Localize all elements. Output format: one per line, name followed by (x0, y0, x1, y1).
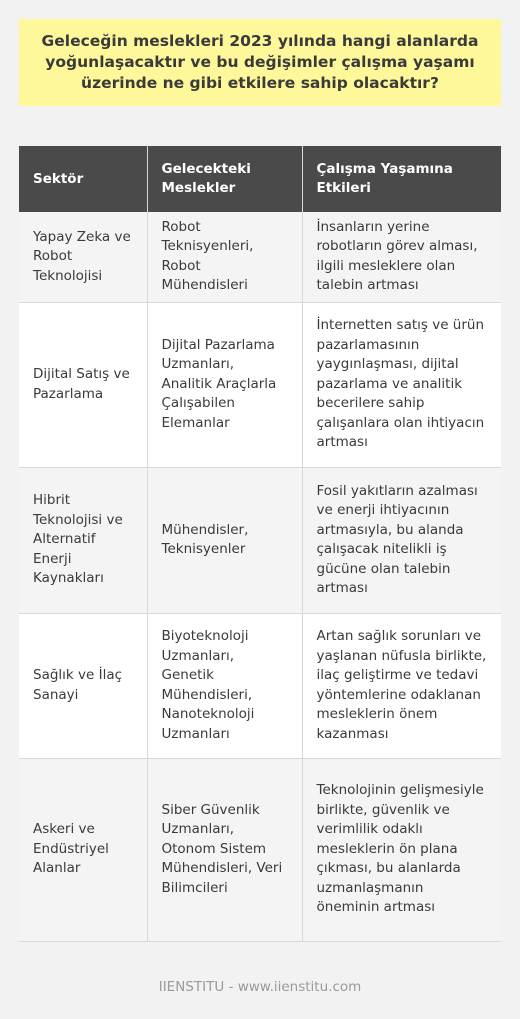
cell-jobs: Siber Güvenlik Uzmanları, Otonom Sistem Mühendisleri, Veri Bilimcileri (147, 758, 302, 941)
cell-sector: Dijital Satış ve Pazarlama (19, 302, 147, 467)
cell-sector: Yapay Zeka ve Robot Teknolojisi (19, 212, 147, 302)
cell-jobs: Dijital Pazarlama Uzmanları, Analitik Araçlarla Çalışabilen Elemanlar (147, 302, 302, 467)
cell-effects: Artan sağlık sorunları ve yaşlanan nüfusla birlikte, ilaç geliştirme ve tedavi yöntemlerine odaklanan mesleklerin önem kazanması (302, 613, 501, 758)
cell-sector: Askeri ve Endüstriyel Alanlar (19, 758, 147, 941)
cell-jobs: Biyoteknoloji Uzmanları, Genetik Mühendisleri, Nanoteknoloji Uzmanları (147, 613, 302, 758)
footer-credit: IIENSTITU - www.iienstitu.com (158, 979, 362, 995)
cell-sector: Hibrit Teknolojisi ve Alternatif Enerji Kaynakları (19, 467, 147, 613)
cell-jobs: Robot Teknisyenleri, Robot Mühendisleri (147, 212, 302, 302)
table-row (19, 302, 501, 467)
table-header-row (19, 146, 501, 212)
cell-sector: Sağlık ve İlaç Sanayi (19, 613, 147, 758)
cell-jobs: Mühendisler, Teknisyenler (147, 467, 302, 613)
table-row (19, 212, 501, 302)
header-sector: Sektör (19, 146, 147, 212)
careers-table (19, 146, 501, 942)
header-future-jobs: Gelecekteki Meslekler (147, 146, 302, 212)
cell-effects: İnternetten satış ve ürün pazarlamasının yaygınlaşması, dijital pazarlama ve analitik becerilere sahip çalışanlara olan ihtiyacın artması (302, 302, 501, 467)
cell-effects: İnsanların yerine robotların görev alması, ilgili mesleklere olan talebin artması (302, 212, 501, 302)
cell-effects: Teknolojinin gelişmesiyle birlikte, güvenlik ve verimlilik odaklı mesleklerin ön plana çıkması, bu alanlarda uzmanlaşmanın öneminin artması (302, 758, 501, 941)
title-box (19, 19, 501, 106)
table-row (19, 467, 501, 613)
table-row (19, 758, 501, 941)
header-effects: Çalışma Yaşamına Etkileri (302, 146, 501, 212)
cell-effects: Fosil yakıtların azalması ve enerji ihtiyacının artmasıyla, bu alanda çalışacak nitelikli iş gücüne olan talebin artması (302, 467, 501, 613)
page-title: Geleceğin meslekleri 2023 yılında hangi alanlarda yoğunlaşacaktır ve bu değişimler çalışma yaşamı üzerinde ne gibi etkilere sahip olacaktır? (41, 32, 479, 92)
table-row (19, 613, 501, 758)
